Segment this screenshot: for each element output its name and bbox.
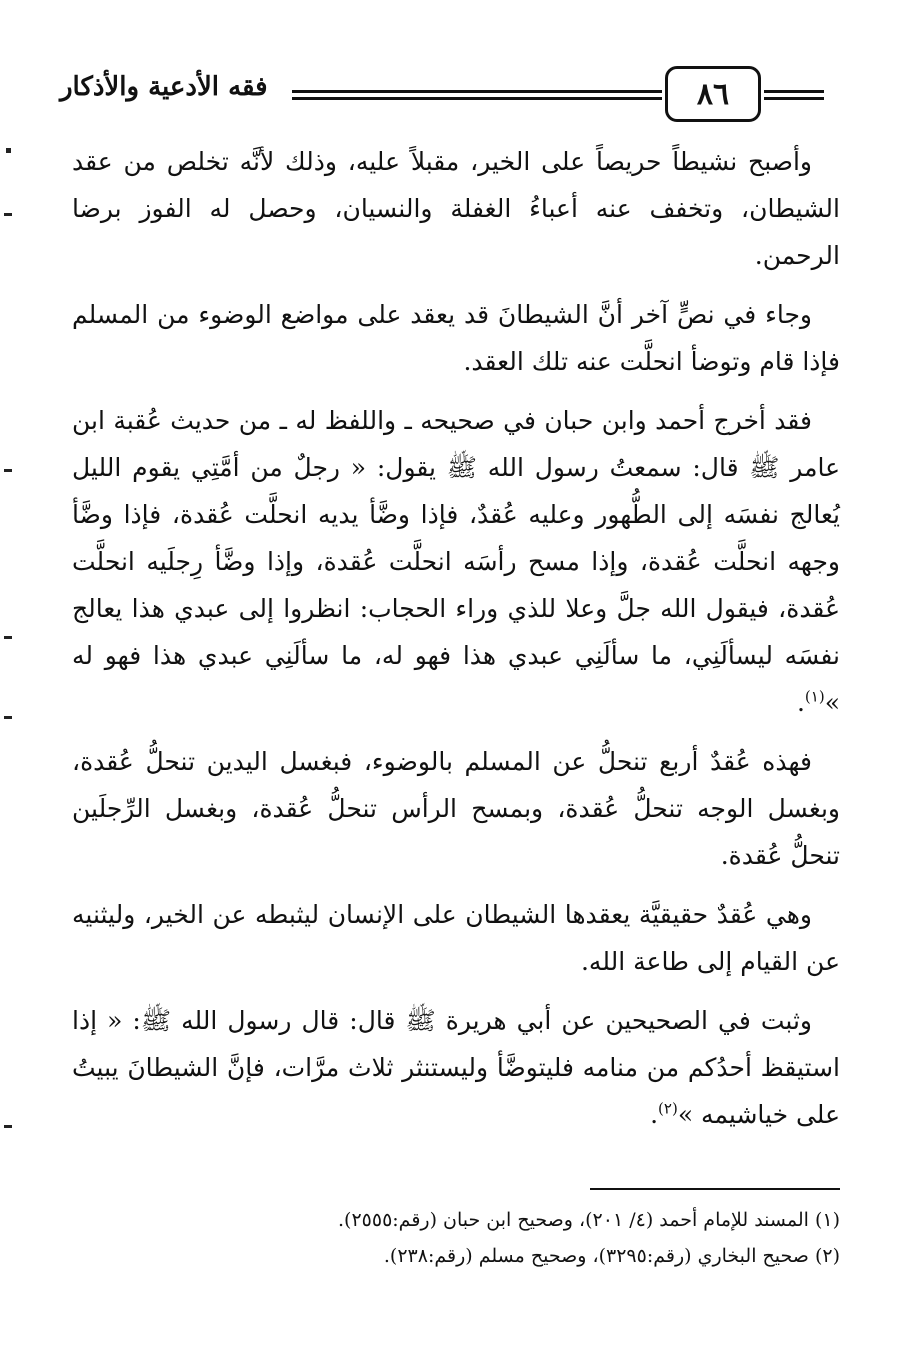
page-header — [60, 60, 825, 130]
paragraph-5: وهي عُقدٌ حقيقيَّة يعقدها الشيطان على الإنسان ليثبطه عن الخير، وليثنيه عن القيام إلى طاعة الله. — [72, 900, 840, 976]
footnote-2: (٢) صحيح البخاري (رقم:٣٢٩٥)، وصحيح مسلم (رقم:٢٣٨). — [383, 1245, 840, 1267]
paragraph-6: وثبت في الصحيحين عن أبي هريرة ﷺ قال: قال رسول الله ﷺ: « إذا استيقظ أحدُكم من منامه فليتوضَّأ وليستنثر ثلاث مرَّات، فإنَّ الشيطانَ يبيتُ على خياشيمه »$^{(٢)}$. — [72, 1006, 840, 1129]
footnote-ref-1: (١) — [804, 687, 825, 706]
header-rule-left — [292, 90, 662, 100]
paragraph-end-2: . — [650, 1100, 659, 1129]
page-number: ٨٦ — [665, 66, 761, 122]
paragraph-1: وأصبح نشيطاً حريصاً على الخير، مقبلاً عليه، وذلك لأنَّه تخلص من عقد الشيطان، وتخفف عنه أعباءُ الغفلة والنسيان، وحصل له الفوز برضا الرحمن. — [72, 147, 840, 270]
paragraph-end-1: . — [796, 688, 805, 717]
footnote-1: (١) المسند للإمام أحمد (٤/ ٢٠١)، وصحيح ابن حبان (رقم:٢٥٥٥). — [338, 1209, 840, 1231]
scan-speck — [4, 636, 12, 639]
scan-speck — [6, 148, 11, 153]
footnote-ref-2: (٢) — [658, 1099, 678, 1118]
main-text — [72, 138, 840, 1150]
footnote-divider — [590, 1188, 840, 1190]
book-title: فقه الأدعية والأذكار — [60, 72, 268, 102]
scan-speck — [4, 716, 12, 719]
paragraph-3: فقد أخرج أحمد وابن حبان في صحيحه ـ واللفظ له ـ من حديث عُقبة ابن عامر ﷺ قال: سمعتُ رسول الله ﷺ يقول: « رجلٌ من أمَّتِي يقوم الليل يُعالج نفسَه إلى الطُّهور وعليه عُقدٌ، فإذا وضَّأ يديه انحلَّت عُقدة، فإذا وضَّأ وجهه انحلَّت عُقدة، وإذا مسح رأسَه انحلَّت عُقدة، وإذا وضَّأ رِجلَيه انحلَّت عُقدة، فيقول الله جلَّ وعلا للذي وراء الحجاب: انظروا إلى عبدي هذا يعالج نفسَه ليسألَنِي، ما سألَنِي عبدي هذا فهو له، ما سألَنِي عبدي هذا فهو له »$^{(١)}$. — [72, 406, 840, 717]
paragraph-2: وجاء في نصٍّ آخر أنَّ الشيطانَ قد يعقد على مواضع الوضوء من المسلم فإذا قام وتوضأ انحلَّت عنه تلك العقد. — [72, 300, 840, 376]
scan-speck — [4, 469, 12, 472]
paragraph-4: فهذه عُقدٌ أربع تنحلُّ عن المسلم بالوضوء، فبغسل اليدين تنحلُّ عُقدة، وبغسل الوجه تنحلُّ عُقدة، وبمسح الرأس تنحلُّ عُقدة، وبغسل الرِّجلَين تنحلُّ عُقدة. — [72, 747, 840, 870]
scan-speck — [4, 1125, 12, 1128]
header-rule-right — [764, 90, 824, 100]
footnotes — [72, 1202, 840, 1274]
scan-speck — [4, 213, 12, 216]
